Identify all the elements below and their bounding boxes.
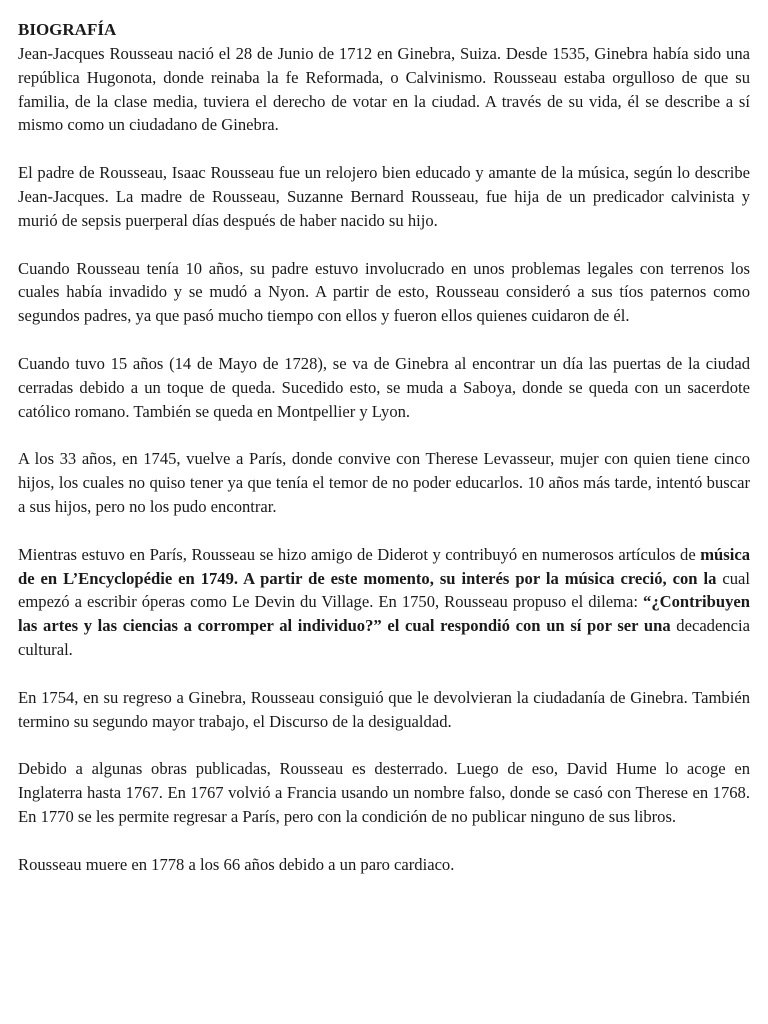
- paragraph-death: Rousseau muere en 1778 a los 66 años debido a un paro cardiaco.: [18, 854, 455, 874]
- document-page: [18, 18, 750, 901]
- paragraph-parents: El padre de Rousseau, Isaac Rousseau fue un relojero bien educado y amante de la música, según lo describe Jean-Jacques. La madre de Rousseau, Suzanne Bernard Rousseau, fue hija de un predicador calvinista y murió de sepsis puerperal días después de haber nacido su hijo.: [18, 163, 750, 230]
- paragraph-exile: Debido a algunas obras publicadas, Rousseau es desterrado. Luego de eso, David Hume lo acoge en Inglaterra hasta 1767. En 1767 volvió a Francia usando un nombre falso, donde se casó con Therese en 1768. En 1770 se les permite regresar a París, pero con la condición de no publicar ninguno de sus libros.: [18, 759, 750, 826]
- paragraph-birth: Jean-Jacques Rousseau nació el 28 de Junio de 1712 en Ginebra, Suiza. Desde 1535, Ginebra había sido una república Hugonota, donde reinaba la fe Reformada, o Calvinismo. Rousseau estaba orgulloso de que su familia, de la clase media, tuviera el derecho de votar en la ciudad. A través de su vida, él se describe a sí mismo como un ciudadano de Ginebra.: [18, 44, 750, 135]
- paragraph-encyclopedie-text-1: Mientras estuvo en París, Rousseau se hizo amigo de Diderot y contribuyó en numerosos artículos de: [18, 544, 701, 564]
- paragraph-encyclopedie-bold-2: “¿Contribuyen las artes y las ciencias a corromper al individuo?” el cual respondió con un sí por ser una: [18, 592, 750, 636]
- paragraph-return-geneva: En 1754, en su regreso a Ginebra, Rousseau consiguió que le devolvieran la ciudadanía de Ginebra. También termino su segundo mayor trabajo, el Discurso de la desigualdad.: [18, 687, 750, 731]
- paragraph-encyclopedie-text-3: decadencia cultural.: [18, 616, 750, 659]
- paragraph-encyclopedie: [18, 543, 750, 662]
- paragraph-paris: A los 33 años, en 1745, vuelve a París, donde convive con Therese Levasseur, mujer con quien tiene cinco hijos, los cuales no quiso tener ya que tenía el temor de no poder educarlos. 10 años más tarde, intentó buscar a sus hijos, pero no los pudo encontrar.: [18, 449, 750, 516]
- paragraph-encyclopedie-bold-1: música de en L’Encyclopédie en 1749. A partir de este momento, su interés por la música creció, con la: [18, 544, 750, 588]
- document-title: BIOGRAFÍA: [18, 20, 117, 39]
- paragraph-encyclopedie-text-2: cual empezó a escribir óperas como Le Devin du Village. En 1750, Rousseau propuso el dilema:: [18, 568, 750, 612]
- paragraph-childhood: Cuando Rousseau tenía 10 años, su padre estuvo involucrado en unos problemas legales con terrenos los cuales había invadido y se mudó a Nyon. A partir de esto, Rousseau consideró a sus tíos paternos como segundos padres, ya que pasó mucho tiempo con ellos y fueron ellos quienes cuidaron de él.: [18, 258, 750, 326]
- paragraph-departure: Cuando tuvo 15 años (14 de Mayo de 1728), se va de Ginebra al encontrar un día las puertas de la ciudad cerradas debido a un toque de queda. Sucedido esto, se muda a Saboya, donde se queda con un sacerdote católico romano. También se queda en Montpellier y Lyon.: [18, 353, 750, 421]
